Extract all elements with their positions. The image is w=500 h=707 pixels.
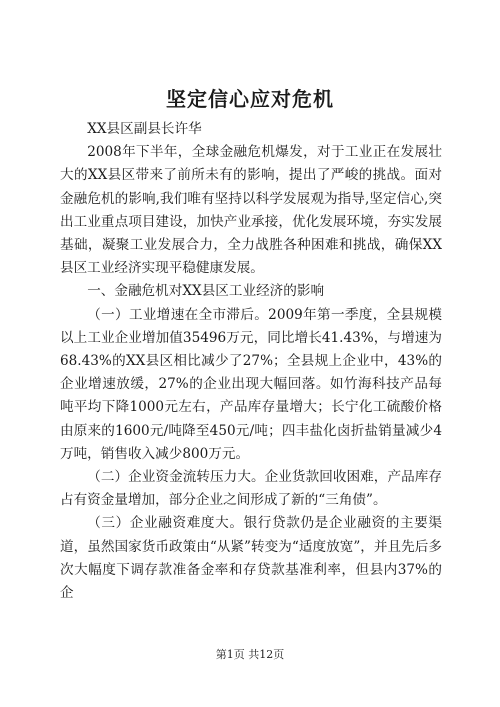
author-line: XX县区副县长许华 xyxy=(87,121,202,137)
paragraph: （一）工业增速在全市滞后。2009年第一季度，全县规模以上工业企业增加值35496万元，同比增长41.43%，与增速为68.43%的XX县区相比减少了27%；全县规上企业中，43%的企业增速放缓，27%的企业出现大幅回落。如竹海科技产品每吨平均下降1000元左右，产品库存量增大；长宁化工硫酸价格由原来的1600元/吨降至450元/吨；四丰盐化卤折盐销量减少4万吨，销售收入减少800万元。 xyxy=(60,306,442,462)
page-footer: 第1页 共12页 xyxy=(215,648,285,661)
document-body xyxy=(60,118,442,605)
paragraph: 2008年下半年，全球金融危机爆发，对于工业正在发展壮大的XX县区带来了前所未有的影响，提出了严峻的挑战。面对金融危机的影响,我们唯有坚持以科学发展观为指导,坚定信心,突出工业重点项目建设，加快产业承接，优化发展环境，夯实发展基础，凝聚工业发展合力，全力战胜各种困难和挑战，确保XX县区工业经济实现平稳健康发展。 xyxy=(60,144,442,277)
paragraph: （二）企业资金流转压力大。企业货款回收困难，产品库存占有资金量增加，部分企业之间形成了新的“三角债”。 xyxy=(60,469,442,509)
paragraph: （三）企业融资难度大。银行贷款仍是企业融资的主要渠道，虽然国家货币政策由“从紧”转变为“适度放宽”，并且先后多次大幅度下调存款准备金率和存贷款基准利率，但县内37%的企 xyxy=(60,515,442,602)
page-title: 坚定信心应对危机 xyxy=(166,87,334,111)
section-heading: 一、金融危机对XX县区工业经济的影响 xyxy=(87,283,325,300)
